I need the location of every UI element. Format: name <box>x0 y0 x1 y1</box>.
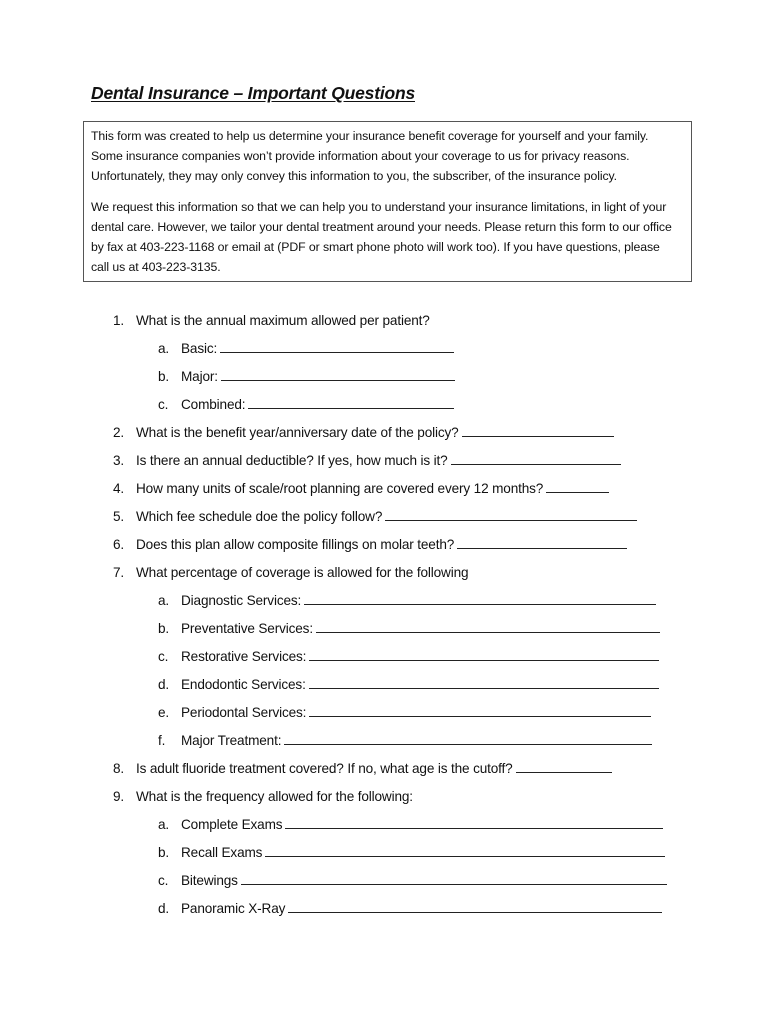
question-4 <box>113 481 609 496</box>
question-1c <box>158 397 454 412</box>
answer-line[interactable] <box>451 453 621 465</box>
item-letter: c. <box>158 873 169 888</box>
answer-line[interactable] <box>516 761 612 773</box>
question-number: 9. <box>113 789 125 804</box>
answer-line[interactable] <box>309 649 659 661</box>
answer-line[interactable] <box>284 733 652 745</box>
item-letter: c. <box>158 649 169 664</box>
item-label: Bitewings <box>181 873 238 888</box>
question-text: What is the annual maximum allowed per patient? <box>136 313 430 328</box>
question-1a <box>158 341 454 356</box>
item-label: Preventative Services: <box>181 621 313 636</box>
question-8 <box>113 761 612 776</box>
question-5 <box>113 509 637 524</box>
question-7e <box>158 705 651 720</box>
item-label: Diagnostic Services: <box>181 593 302 608</box>
item-letter: a. <box>158 593 170 608</box>
question-text: What is the benefit year/anniversary date of the policy? <box>136 425 459 440</box>
answer-line[interactable] <box>316 621 660 633</box>
item-letter: b. <box>158 845 170 860</box>
question-text: What is the frequency allowed for the following: <box>136 789 413 804</box>
item-label: Panoramic X-Ray <box>181 901 286 916</box>
question-number: 5. <box>113 509 125 524</box>
question-text: Does this plan allow composite fillings on molar teeth? <box>136 537 455 552</box>
question-7 <box>113 565 468 580</box>
question-7d <box>158 677 659 692</box>
question-9a <box>158 817 663 832</box>
page-title: Dental Insurance – Important Questions <box>91 83 415 103</box>
answer-line[interactable] <box>285 817 663 829</box>
question-text: Is there an annual deductible? If yes, how much is it? <box>136 453 448 468</box>
question-9d <box>158 901 662 916</box>
question-1b <box>158 369 455 384</box>
intro-box <box>83 121 692 282</box>
question-number: 3. <box>113 453 125 468</box>
item-letter: d. <box>158 901 170 916</box>
item-letter: c. <box>158 397 169 412</box>
question-3 <box>113 453 621 468</box>
question-6 <box>113 537 627 552</box>
item-letter: a. <box>158 341 170 356</box>
answer-line[interactable] <box>265 845 665 857</box>
answer-line[interactable] <box>462 425 614 437</box>
question-number: 7. <box>113 565 125 580</box>
question-9b <box>158 845 665 860</box>
item-label: Major: <box>181 369 218 384</box>
answer-line[interactable] <box>309 705 651 717</box>
item-letter: a. <box>158 817 170 832</box>
question-number: 1. <box>113 313 125 328</box>
question-1 <box>113 313 430 328</box>
question-7f <box>158 733 652 748</box>
answer-line[interactable] <box>385 509 637 521</box>
answer-line[interactable] <box>248 397 454 409</box>
answer-line[interactable] <box>304 593 656 605</box>
question-number: 4. <box>113 481 125 496</box>
item-label: Combined: <box>181 397 246 412</box>
question-number: 6. <box>113 537 125 552</box>
question-7b <box>158 621 660 636</box>
intro-paragraph-1: This form was created to help us determine your insurance benefit coverage for yourself and your family. Some insurance companies won’t provide information about your coverage to us for privacy reasons. Unfortunately, they may only convey this information to you, the subscriber, of the insurance policy. <box>91 129 649 183</box>
question-number: 8. <box>113 761 125 776</box>
answer-line[interactable] <box>221 369 455 381</box>
answer-line[interactable] <box>546 481 609 493</box>
item-letter: f. <box>158 733 166 748</box>
item-label: Endodontic Services: <box>181 677 306 692</box>
item-label: Recall Exams <box>181 845 263 860</box>
question-text: Which fee schedule doe the policy follow? <box>136 509 383 524</box>
answer-line[interactable] <box>309 677 659 689</box>
question-9 <box>113 789 413 804</box>
item-letter: b. <box>158 369 170 384</box>
item-letter: d. <box>158 677 170 692</box>
answer-line[interactable] <box>457 537 627 549</box>
answer-line[interactable] <box>288 901 662 913</box>
item-letter: e. <box>158 705 170 720</box>
item-label: Restorative Services: <box>181 649 307 664</box>
question-number: 2. <box>113 425 125 440</box>
answer-line[interactable] <box>220 341 454 353</box>
question-text: Is adult fluoride treatment covered? If no, what age is the cutoff? <box>136 761 513 776</box>
intro-paragraph-2: We request this information so that we can help you to understand your insurance limitations, in light of your dental care. However, we tailor your dental treatment around your needs. Please return this form to our office by fax at 403-223-1168 or email at (PDF or smart phone photo will work too). If you have questions, please call us at 403-223-3135. <box>91 200 672 274</box>
question-text: What percentage of coverage is allowed for the following <box>136 565 469 580</box>
question-9c <box>158 873 667 888</box>
question-7a <box>158 593 656 608</box>
question-2 <box>113 425 614 440</box>
item-label: Major Treatment: <box>181 733 282 748</box>
question-text: How many units of scale/root planning are covered every 12 months? <box>136 481 544 496</box>
item-letter: b. <box>158 621 170 636</box>
item-label: Basic: <box>181 341 218 356</box>
item-label: Periodontal Services: <box>181 705 307 720</box>
answer-line[interactable] <box>241 873 667 885</box>
question-7c <box>158 649 659 664</box>
item-label: Complete Exams <box>181 817 283 832</box>
